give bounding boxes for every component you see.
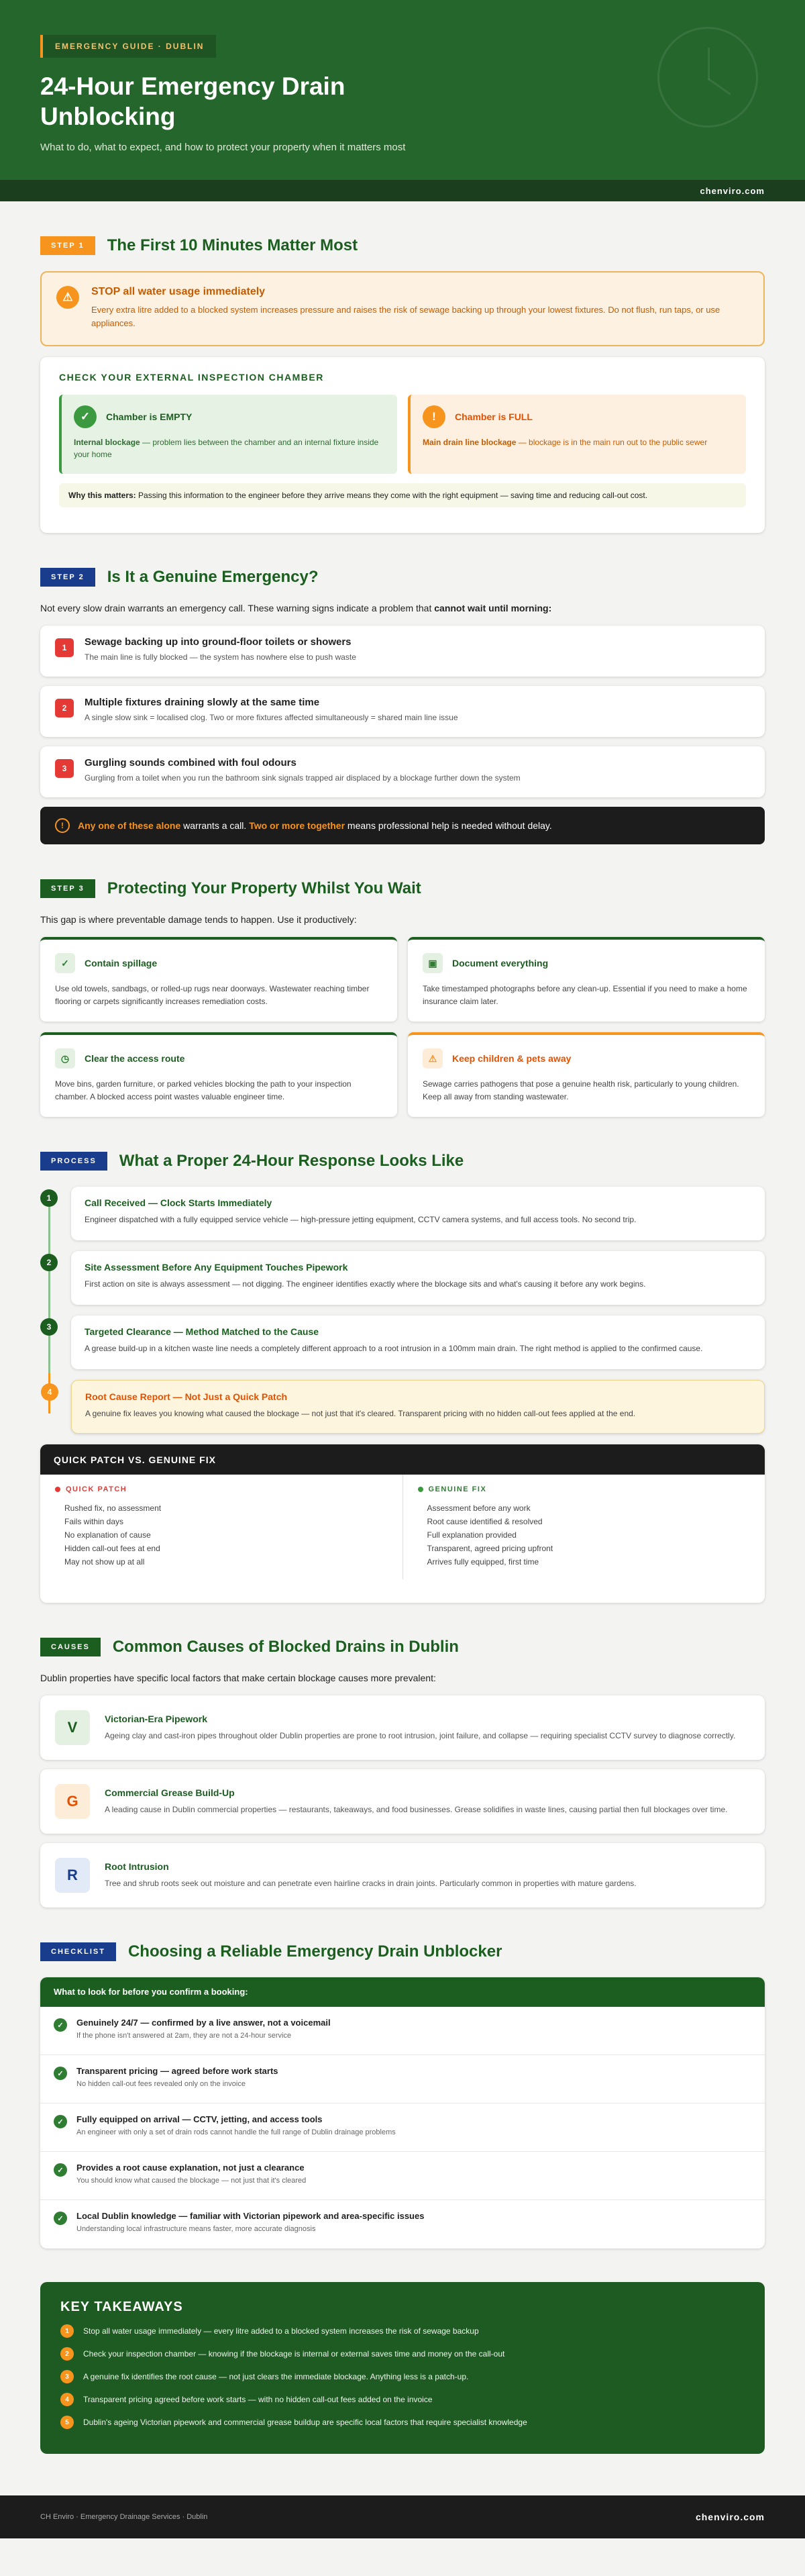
chamber-empty-panel	[59, 395, 397, 474]
takeaway-text: Dublin's ageing Victorian pipework and commercial grease buildup are specific local factors that require specialist knowledge	[83, 2418, 527, 2427]
protection-card	[40, 937, 397, 1022]
takeaway-number: 2	[60, 2347, 74, 2361]
footer-text: CH Enviro · Emergency Drainage Services · Dublin	[40, 2513, 208, 2521]
cause-letter-icon: V	[55, 1710, 90, 1745]
step1-badge: STEP 1	[40, 236, 95, 255]
check-icon: ✓	[54, 2067, 67, 2080]
timeline-step-title: Site Assessment Before Any Equipment Touches Pipework	[85, 1262, 348, 1273]
step1-heading: The First 10 Minutes Matter Most	[107, 236, 358, 254]
timeline-step-title: Targeted Clearance — Method Matched to the Cause	[85, 1326, 319, 1337]
exclamation-icon: !	[423, 405, 445, 428]
info-icon: !	[55, 818, 70, 833]
protection-card	[40, 1032, 397, 1117]
clock-icon	[657, 27, 758, 128]
warning-icon: ⚠	[423, 1048, 443, 1069]
domain-bar	[0, 180, 805, 201]
cause-card	[40, 1769, 765, 1834]
timeline-step-number: 4	[41, 1383, 58, 1401]
protection-card-title: Keep children & pets away	[452, 1053, 572, 1064]
takeaway-item	[60, 2393, 745, 2406]
sign-title: Gurgling sounds combined with foul odours	[85, 757, 297, 769]
causes-heading: Common Causes of Blocked Drains in Dublin	[112, 1638, 459, 1656]
warning-icon: ⚠	[56, 286, 79, 309]
page-title: 24-Hour Emergency Drain Unblocking	[40, 72, 345, 130]
timeline-step	[47, 1380, 765, 1434]
clock-icon: ◷	[55, 1048, 75, 1069]
protection-card	[408, 937, 765, 1022]
checklist-item-title: Fully equipped on arrival — CCTV, jetting, and access tools	[76, 2114, 323, 2124]
takeaway-number: 1	[60, 2324, 74, 2338]
process-heading: What a Proper 24-Hour Response Looks Like	[119, 1152, 464, 1170]
genuine-item: Root cause identified & resolved	[427, 1517, 543, 1526]
step2-intro: Not every slow drain warrants an emergency call. These warning signs indicate a problem that cannot wait until morning:	[40, 603, 552, 613]
chamber-full-text: Main drain line blockage — blockage is in the main run out to the public sewer	[423, 438, 708, 447]
checklist-item-text: No hidden call-out fees revealed only on the invoice	[76, 2080, 246, 2088]
chamber-full-title: Chamber is FULL	[455, 411, 533, 422]
sign-text: A single slow sink = localised clog. Two or more fixtures affected simultaneously = shared main line issue	[85, 713, 458, 722]
timeline-step-number: 3	[40, 1318, 58, 1336]
timeline-step-text: A grease build-up in a kitchen waste line needs a completely different approach to a root intrusion in a 100mm main drain. The right method is applied to the confirmed cause.	[85, 1344, 703, 1353]
process-badge: PROCESS	[40, 1152, 107, 1171]
timeline-step-text: A genuine fix leaves you knowing what caused the blockage — not just that it's cleared. Transparent pricing with no hidden call-out fees applied at the end.	[85, 1409, 636, 1418]
comparison-title: QUICK PATCH VS. GENUINE FIX	[40, 1444, 765, 1475]
genuine-fix-label: GENUINE FIX	[418, 1485, 751, 1493]
takeaway-text: Stop all water usage immediately — every litre added to a blocked system increases the risk of sewage backup	[83, 2326, 479, 2336]
sign-text: Gurgling from a toilet when you run the bathroom sink signals trapped air displaced by a blockage further down the system	[85, 773, 521, 783]
checklist-header	[40, 1942, 765, 1961]
takeaway-item	[60, 2416, 745, 2429]
quick-patch-column	[40, 1475, 402, 1579]
cause-text: Ageing clay and cast-iron pipes throughout older Dublin properties are prone to root intrusion, joint failure, and collapse — requiring specialist CCTV survey to diagnose correctly.	[105, 1730, 736, 1740]
takeaway-text: A genuine fix identifies the root cause — not just clears the immediate blockage. Anything less is a patch-up.	[83, 2372, 469, 2381]
causes-header	[40, 1638, 765, 1656]
hero-banner	[0, 0, 805, 201]
cause-letter-icon: G	[55, 1784, 90, 1819]
check-icon: ✓	[54, 2212, 67, 2225]
checklist-item-title: Provides a root cause explanation, not just a clearance	[76, 2163, 305, 2173]
protection-card	[408, 1032, 765, 1117]
timeline-step-text: First action on site is always assessment — not digging. The engineer identifies exactly where the blockage sits and what's causing it before any work begins.	[85, 1279, 646, 1289]
step2-header	[40, 568, 765, 587]
cause-text: A leading cause in Dublin commercial properties — restaurants, takeaways, and food businesses. Grease solidifies in waste lines, causing partial then full blockages over time.	[105, 1804, 728, 1814]
step3-heading: Protecting Your Property Whilst You Wait	[107, 879, 421, 897]
key-takeaways	[40, 2282, 765, 2454]
protection-cards	[40, 937, 765, 1117]
check-icon: ✓	[54, 2163, 67, 2177]
quick-item: No explanation of cause	[64, 1530, 151, 1540]
emergency-rule-bar: ! Any one of these alone warrants a call. Two or more together means professional help is needed without delay.	[40, 807, 765, 844]
page-subtitle: What to do, what to expect, and how to protect your property when it matters most	[40, 142, 406, 153]
step3-header	[40, 879, 765, 898]
camera-icon: ▣	[423, 953, 443, 973]
step2-badge: STEP 2	[40, 568, 95, 587]
chamber-full-panel	[408, 395, 746, 474]
step3-intro: This gap is where preventable damage tends to happen. Use it productively:	[40, 914, 357, 925]
check-icon: ✓	[54, 2018, 67, 2032]
sign-title: Multiple fixtures draining slowly at the same time	[85, 697, 320, 708]
guide-badge: EMERGENCY GUIDE · DUBLIN	[40, 35, 216, 58]
checklist-item-title: Genuinely 24/7 — confirmed by a live answer, not a voicemail	[76, 2018, 331, 2028]
cause-card	[40, 1695, 765, 1760]
check-icon: ✓	[54, 2115, 67, 2128]
check-icon: ✓	[74, 405, 97, 428]
takeaway-number: 3	[60, 2370, 74, 2383]
warning-sign-card	[40, 686, 765, 737]
quick-item: May not show up at all	[64, 1557, 145, 1567]
sign-number: 2	[55, 699, 74, 717]
checklist-item-title: Transparent pricing — agreed before work starts	[76, 2066, 278, 2076]
genuine-fix-column	[402, 1475, 765, 1579]
response-timeline	[40, 1187, 765, 1434]
cause-title: Root Intrusion	[105, 1861, 169, 1872]
protection-card-text: Sewage carries pathogens that pose a genuine health risk, particularly to young children. Keep all away from standing wastewater.	[423, 1079, 739, 1101]
takeaway-text: Transparent pricing agreed before work starts — with no hidden call-out fees added on the invoice	[83, 2395, 433, 2404]
checklist-item-text: You should know what caused the blockage — not just that it's cleared	[76, 2177, 307, 2185]
takeaway-text: Check your inspection chamber — knowing if the blockage is internal or external saves time and money on the call-out	[83, 2349, 505, 2359]
timeline-step-title: Call Received — Clock Starts Immediately	[85, 1197, 272, 1208]
cause-title: Commercial Grease Build-Up	[105, 1787, 235, 1798]
genuine-item: Transparent, agreed pricing upfront	[427, 1544, 553, 1553]
timeline-step	[46, 1251, 765, 1305]
causes-badge: CAUSES	[40, 1638, 101, 1656]
takeaway-number: 5	[60, 2416, 74, 2429]
protection-card-text: Move bins, garden furniture, or parked vehicles blocking the path to your inspection chamber. A blocked access point wastes valuable engineer time.	[55, 1079, 352, 1101]
step1-header	[40, 236, 765, 255]
checklist-item	[40, 2103, 765, 2152]
cause-letter-icon: R	[55, 1858, 90, 1893]
takeaway-item	[60, 2347, 745, 2361]
checklist-heading: Choosing a Reliable Emergency Drain Unblocker	[127, 1942, 502, 1961]
timeline-step-text: Engineer dispatched with a fully equipped service vehicle — high-pressure jetting equipment, CCTV camera systems, and full access tools. No second trip.	[85, 1215, 637, 1224]
inspection-chamber-card	[40, 357, 765, 533]
sign-number: 3	[55, 759, 74, 778]
timeline-step	[46, 1187, 765, 1240]
genuine-item: Full explanation provided	[427, 1530, 517, 1540]
causes-intro: Dublin properties have specific local factors that make certain blockage causes more prevalent:	[40, 1673, 436, 1683]
genuine-item: Assessment before any work	[427, 1503, 531, 1513]
takeaway-number: 4	[60, 2393, 74, 2406]
cause-card	[40, 1843, 765, 1908]
protection-card-title: Contain spillage	[85, 958, 158, 969]
checklist-item-text: An engineer with only a set of drain rods cannot handle the full range of Dublin drainage problems	[76, 2128, 396, 2136]
step3-badge: STEP 3	[40, 879, 95, 898]
quick-item: Rushed fix, no assessment	[64, 1503, 162, 1513]
quick-patch-label: QUICK PATCH	[55, 1485, 388, 1493]
takeaway-item	[60, 2370, 745, 2383]
chamber-empty-title: Chamber is EMPTY	[106, 411, 193, 422]
genuine-item: Arrives fully equipped, first time	[427, 1557, 539, 1567]
checklist-item-text: If the phone isn't answered at 2am, they are not a 24-hour service	[76, 2032, 292, 2040]
process-header	[40, 1152, 765, 1171]
comparison-box	[40, 1444, 765, 1603]
protection-card-text: Use old towels, sandbags, or rolled-up rugs near doorways. Wastewater reaching timber flooring or carpets significantly increases remediation costs.	[55, 984, 370, 1006]
checklist-item	[40, 2007, 765, 2055]
checklist-item-text: Understanding local infrastructure means faster, more accurate diagnosis	[76, 2225, 316, 2233]
checklist-box	[40, 1977, 765, 2248]
takeaways-title: KEY TAKEAWAYS	[60, 2299, 183, 2314]
checklist-item	[40, 2152, 765, 2200]
cause-text: Tree and shrub roots seek out moisture and can penetrate even hairline cracks in drain joints. Particularly common in properties with mature gardens.	[105, 1878, 637, 1888]
domain-link[interactable]: chenviro.com	[700, 186, 765, 196]
sign-title: Sewage backing up into ground-floor toilets or showers	[85, 636, 352, 648]
protection-card-text: Take timestamped photographs before any clean-up. Essential if you need to make a home insurance claim later.	[423, 984, 747, 1006]
alert-title: STOP all water usage immediately	[91, 286, 266, 297]
quick-item: Fails within days	[64, 1517, 124, 1526]
timeline-step-number: 2	[40, 1254, 58, 1271]
step2-heading: Is It a Genuine Emergency?	[107, 568, 319, 586]
chamber-empty-text: Internal blockage — problem lies between the chamber and an internal fixture inside your home	[74, 438, 379, 459]
stop-water-alert	[40, 271, 765, 346]
warning-sign-card	[40, 626, 765, 677]
protection-card-title: Clear the access route	[85, 1053, 185, 1064]
checklist-item	[40, 2055, 765, 2103]
cause-title: Victorian-Era Pipework	[105, 1713, 208, 1724]
warning-sign-card	[40, 746, 765, 797]
protection-card-title: Document everything	[452, 958, 549, 969]
timeline-step-title: Root Cause Report — Not Just a Quick Patch	[85, 1391, 288, 1402]
quick-item: Hidden call-out fees at end	[64, 1544, 160, 1553]
timeline-step-number: 1	[40, 1189, 58, 1207]
inspection-title: CHECK YOUR EXTERNAL INSPECTION CHAMBER	[59, 372, 324, 383]
shield-icon: ✓	[55, 953, 75, 973]
checklist-box-title: What to look for before you confirm a booking:	[40, 1977, 765, 2007]
sign-number: 1	[55, 638, 74, 657]
checklist-badge: CHECKLIST	[40, 1942, 116, 1961]
checklist-item-title: Local Dublin knowledge — familiar with Victorian pipework and area-specific issues	[76, 2211, 425, 2221]
timeline-step	[46, 1316, 765, 1369]
footer-domain-link[interactable]: chenviro.com	[695, 2512, 765, 2522]
checklist-item	[40, 2200, 765, 2248]
takeaway-item	[60, 2324, 745, 2338]
why-this-matters-note: Why this matters: Passing this information to the engineer before they arrive means they come with the right equipment — saving time and reducing call-out cost.	[59, 483, 746, 507]
footer	[0, 2495, 805, 2538]
alert-text: Every extra litre added to a blocked system increases pressure and raises the risk of sewage backing up through your lowest fixtures. Do not flush, run taps, or use appliances.	[91, 305, 720, 328]
timeline-line	[48, 1196, 50, 1414]
sign-text: The main line is fully blocked — the system has nowhere else to push waste	[85, 652, 356, 662]
